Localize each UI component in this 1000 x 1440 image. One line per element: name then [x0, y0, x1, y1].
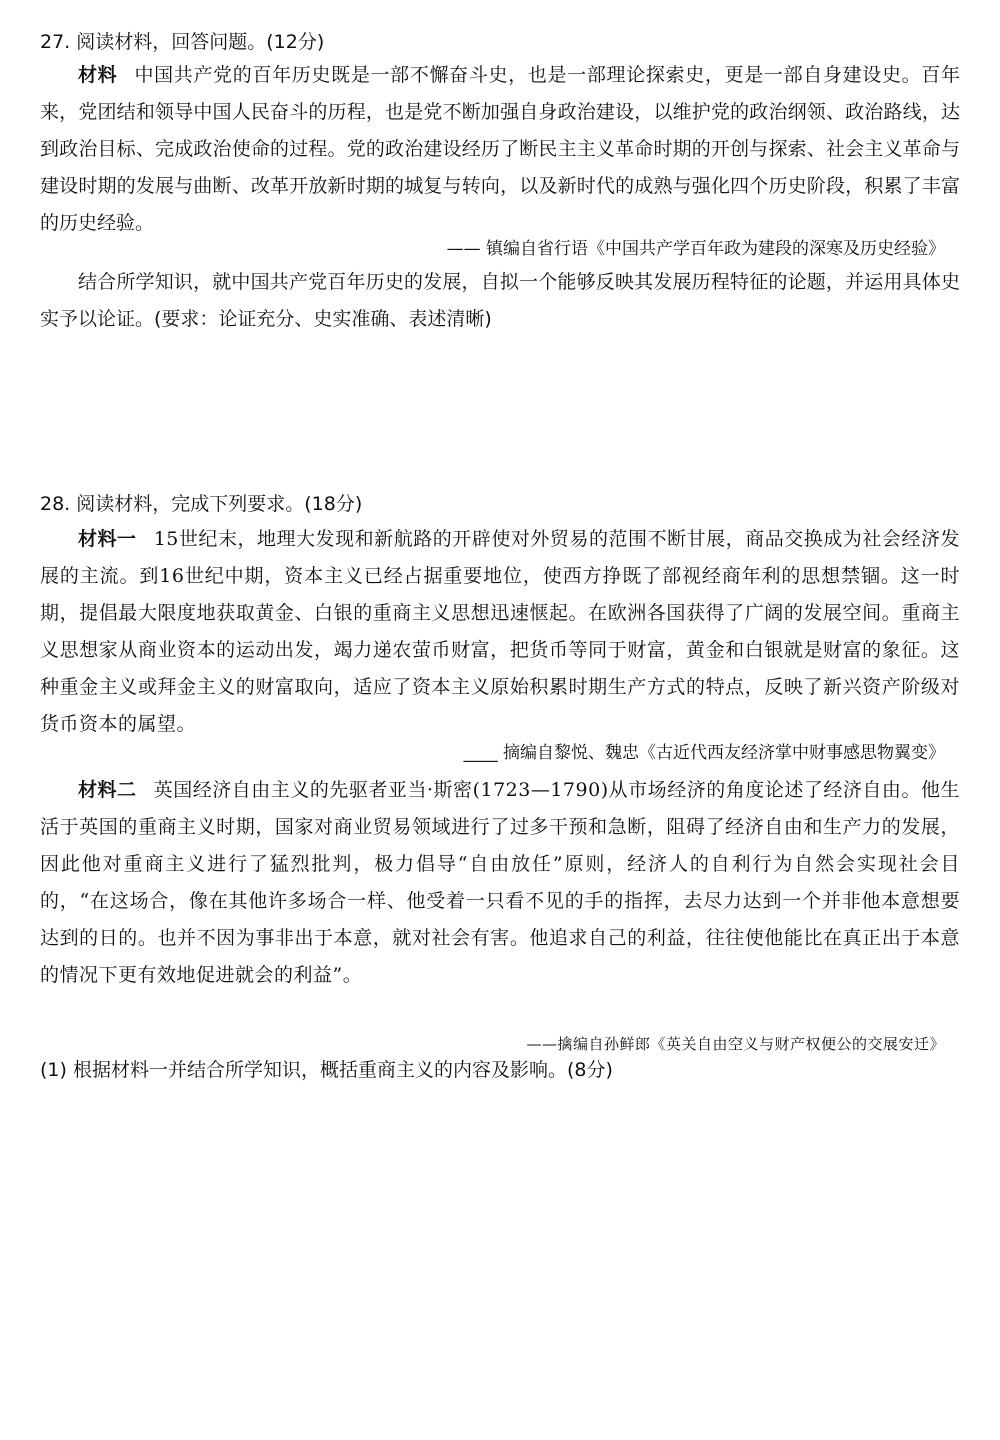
- q27-material: [40, 57, 960, 242]
- q27-source: —— 镇编自省行语《中国共产学百年政为建段的深寒及历史经验》: [446, 239, 945, 259]
- q28-material2-text: 英国经济自由主义的先驱者亚当·斯密(1723—1790)从市场经济的角度论述了经济自由。他生活于英国的重商主义时期，国家对商业贸易领域进行了过多干预和急断，阻碍了经济自由和生产力的发展，因此他对重商主义进行了猛烈批判，极力倡导“自由放任”原则，经济人的自利行为自然会实现社会目的，“在这场合，像在其他许多场合一样、他受着一只看不见的手的指挥，去尽力达到一个并非他本意想要达到的日的。也并不因为事非出于本意，就对社会有害。他追求自己的利益，往往使他能比在真正出于本意的情况下更有效地促进就会的利益”。: [40, 779, 960, 986]
- q28-material1-label: 材料一: [78, 528, 137, 550]
- q28-subquestion-1: (1) 根据材料一并结合所学知识，概括重商主义的内容及影响。(8分): [40, 1059, 613, 1081]
- q28-title: 28. 阅读材料，完成下列要求。(18分): [40, 493, 363, 515]
- q28-material2: [40, 772, 960, 994]
- q28-material1-text: 15世纪末，地理大发现和新航路的开辟使对外贸易的范围不断甘展，商品交换成为社会经济发展的主流。到16世纪中期，资本主义已经占据重要地位，使西方挣既了部视经商年利的思想禁锢。这一时期，提倡最大限度地获取黄金、白银的重商主义思想迅速惬起。在欧洲各国获得了广阔的发展空间。重商主义思想家从商业资本的运动出发，竭力递农萤币财富，把货币等同于财富，黄金和白银就是财富的象征。这种重金主义或拜金主义的财富取向，适应了资本主义原始积累时期生产方式的特点，反映了新兴资产阶级对货币资本的属望。: [40, 528, 960, 735]
- q27-title: 27. 阅读材料，回答问题。(12分): [40, 31, 325, 53]
- q27-material-label: 材料: [78, 64, 118, 86]
- q28-material2-label: 材料二: [78, 779, 137, 801]
- q28-material1: [40, 521, 960, 743]
- q28-source1: ____ 摘编自黎悦、魏忠《古近代西友经济掌中财事感思物翼变》: [463, 743, 945, 763]
- q27-prompt: 结合所学知识，就中国共产党百年历史的发展，自拟一个能够反映其发展历程特征的论题，并运用具体史实予以论证。(要求：论证充分、史实准确、表述清晰): [40, 271, 960, 330]
- q27-material-text: 中国共产党的百年历史既是一部不懈奋斗史，也是一部理论探索史，更是一部自身建设史。百年来，党团结和领导中国人民奋斗的历程，也是党不断加强自身政治建设，以维护党的政治纲领、政治路线，达到政治目标、完成政治使命的过程。党的政治建设经历了断民主主义革命时期的开创与探索、社会主义革命与建设时期的发展与曲断、改革开放新时期的城复与转向，以及新时代的成熟与强化四个历史阶段，积累了丰富的历史经验。: [40, 64, 960, 234]
- q28-source2: ——擒编自孙鲜郎《英关自由空义与财产权便公的交展安迁》: [526, 1035, 945, 1053]
